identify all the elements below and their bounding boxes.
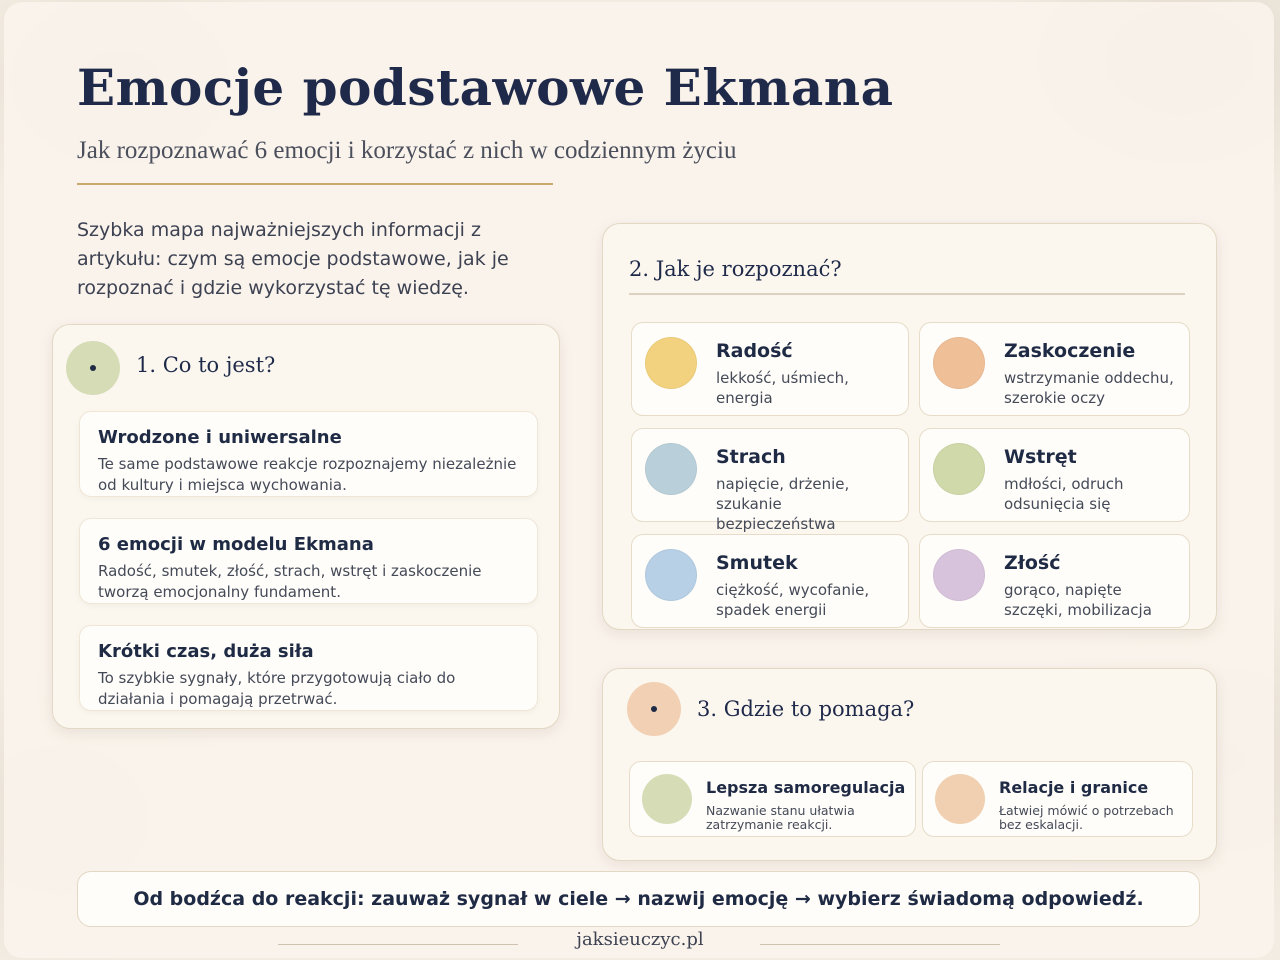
emotion-color-circle xyxy=(645,549,697,601)
emotion-description: gorąco, napięte szczęki, mobilizacja xyxy=(1004,581,1152,619)
emotion-color-circle xyxy=(645,443,697,495)
section3-badge-icon xyxy=(627,682,681,736)
emotion-name: Radość xyxy=(716,340,793,362)
emotion-card-anger xyxy=(919,534,1190,628)
info-card-six-emotions xyxy=(79,518,538,604)
emotion-name: Wstręt xyxy=(1004,446,1077,468)
info-card-text: To szybkie sygnały, które przygotowują ciało do działania i pomagają przetrwać. xyxy=(98,669,456,708)
page-title: Emocje podstawowe Ekmana xyxy=(77,58,894,117)
emotion-description: wstrzymanie oddechu, szerokie oczy xyxy=(1004,369,1174,407)
intro-text: Szybka mapa najważniejszych informacji z artykułu: czym są emocje podstawowe, jak je rozpoznać i gdzie wykorzystać tę wiedzę. xyxy=(77,219,509,299)
use-color-circle xyxy=(935,774,985,824)
emotion-card-surprise xyxy=(919,322,1190,416)
emotion-description: napięcie, drżenie, szukanie bezpieczeństwa xyxy=(716,475,850,533)
section2-divider xyxy=(629,293,1185,295)
emotion-card-joy xyxy=(631,322,909,416)
footer-site-name[interactable]: jaksieuczyc.pl xyxy=(576,929,704,950)
emotion-name: Zaskoczenie xyxy=(1004,340,1136,362)
emotion-description: mdłości, odruch odsunięcia się xyxy=(1004,475,1124,513)
info-card-title: Krótki czas, duża siła xyxy=(98,641,314,662)
use-color-circle xyxy=(642,774,692,824)
emotion-color-circle xyxy=(933,443,985,495)
section-what-is-it xyxy=(52,324,560,729)
section3-title: 3. Gdzie to pomaga? xyxy=(697,697,915,721)
emotion-name: Złość xyxy=(1004,552,1061,574)
title-divider xyxy=(77,183,553,185)
section2-title: 2. Jak je rozpoznać? xyxy=(629,257,842,281)
info-card-text: Radość, smutek, złość, strach, wstręt i zaskoczenie tworzą emocjonalny fundament. xyxy=(98,562,482,601)
info-card-title: 6 emocji w modelu Ekmana xyxy=(98,534,374,555)
emotion-color-circle xyxy=(933,337,985,389)
emotion-name: Strach xyxy=(716,446,786,468)
emotion-description: lekkość, uśmiech, energia xyxy=(716,369,849,407)
emotion-card-sadness xyxy=(631,534,909,628)
use-card-title: Lepsza samoregulacja xyxy=(706,778,906,797)
page-subtitle: Jak rozpoznawać 6 emocji i korzystać z nich w codziennym życiu xyxy=(77,137,737,164)
use-card-text: Łatwiej mówić o potrzebach bez eskalacji. xyxy=(999,803,1174,832)
use-card-relationships xyxy=(922,761,1193,837)
emotion-card-disgust xyxy=(919,428,1190,522)
emotion-name: Smutek xyxy=(716,552,798,574)
section1-badge-icon xyxy=(66,341,120,395)
section-how-to-recognize xyxy=(602,223,1217,630)
emotion-description: ciężkość, wycofanie, spadek energii xyxy=(716,581,870,619)
info-card-text: Te same podstawowe reakcje rozpoznajemy niezależnie od kultury i miejsca wychowania. xyxy=(98,455,517,494)
use-card-text: Nazwanie stanu ułatwia zatrzymanie reakcji. xyxy=(706,803,855,832)
use-card-title: Relacje i granice xyxy=(999,778,1149,797)
info-card-title: Wrodzone i uniwersalne xyxy=(98,427,342,448)
section1-title: 1. Co to jest? xyxy=(136,353,276,377)
info-card-short-time xyxy=(79,625,538,711)
emotion-color-circle xyxy=(933,549,985,601)
use-card-self-regulation xyxy=(629,761,916,837)
emotion-card-fear xyxy=(631,428,909,533)
info-card-innate xyxy=(79,411,538,497)
summary-banner: Od bodźca do reakcji: zauważ sygnał w ciele → nazwij emocję → wybierz świadomą odpowiedź. xyxy=(77,871,1200,927)
emotion-color-circle xyxy=(645,337,697,389)
section-where-it-helps xyxy=(602,668,1217,861)
